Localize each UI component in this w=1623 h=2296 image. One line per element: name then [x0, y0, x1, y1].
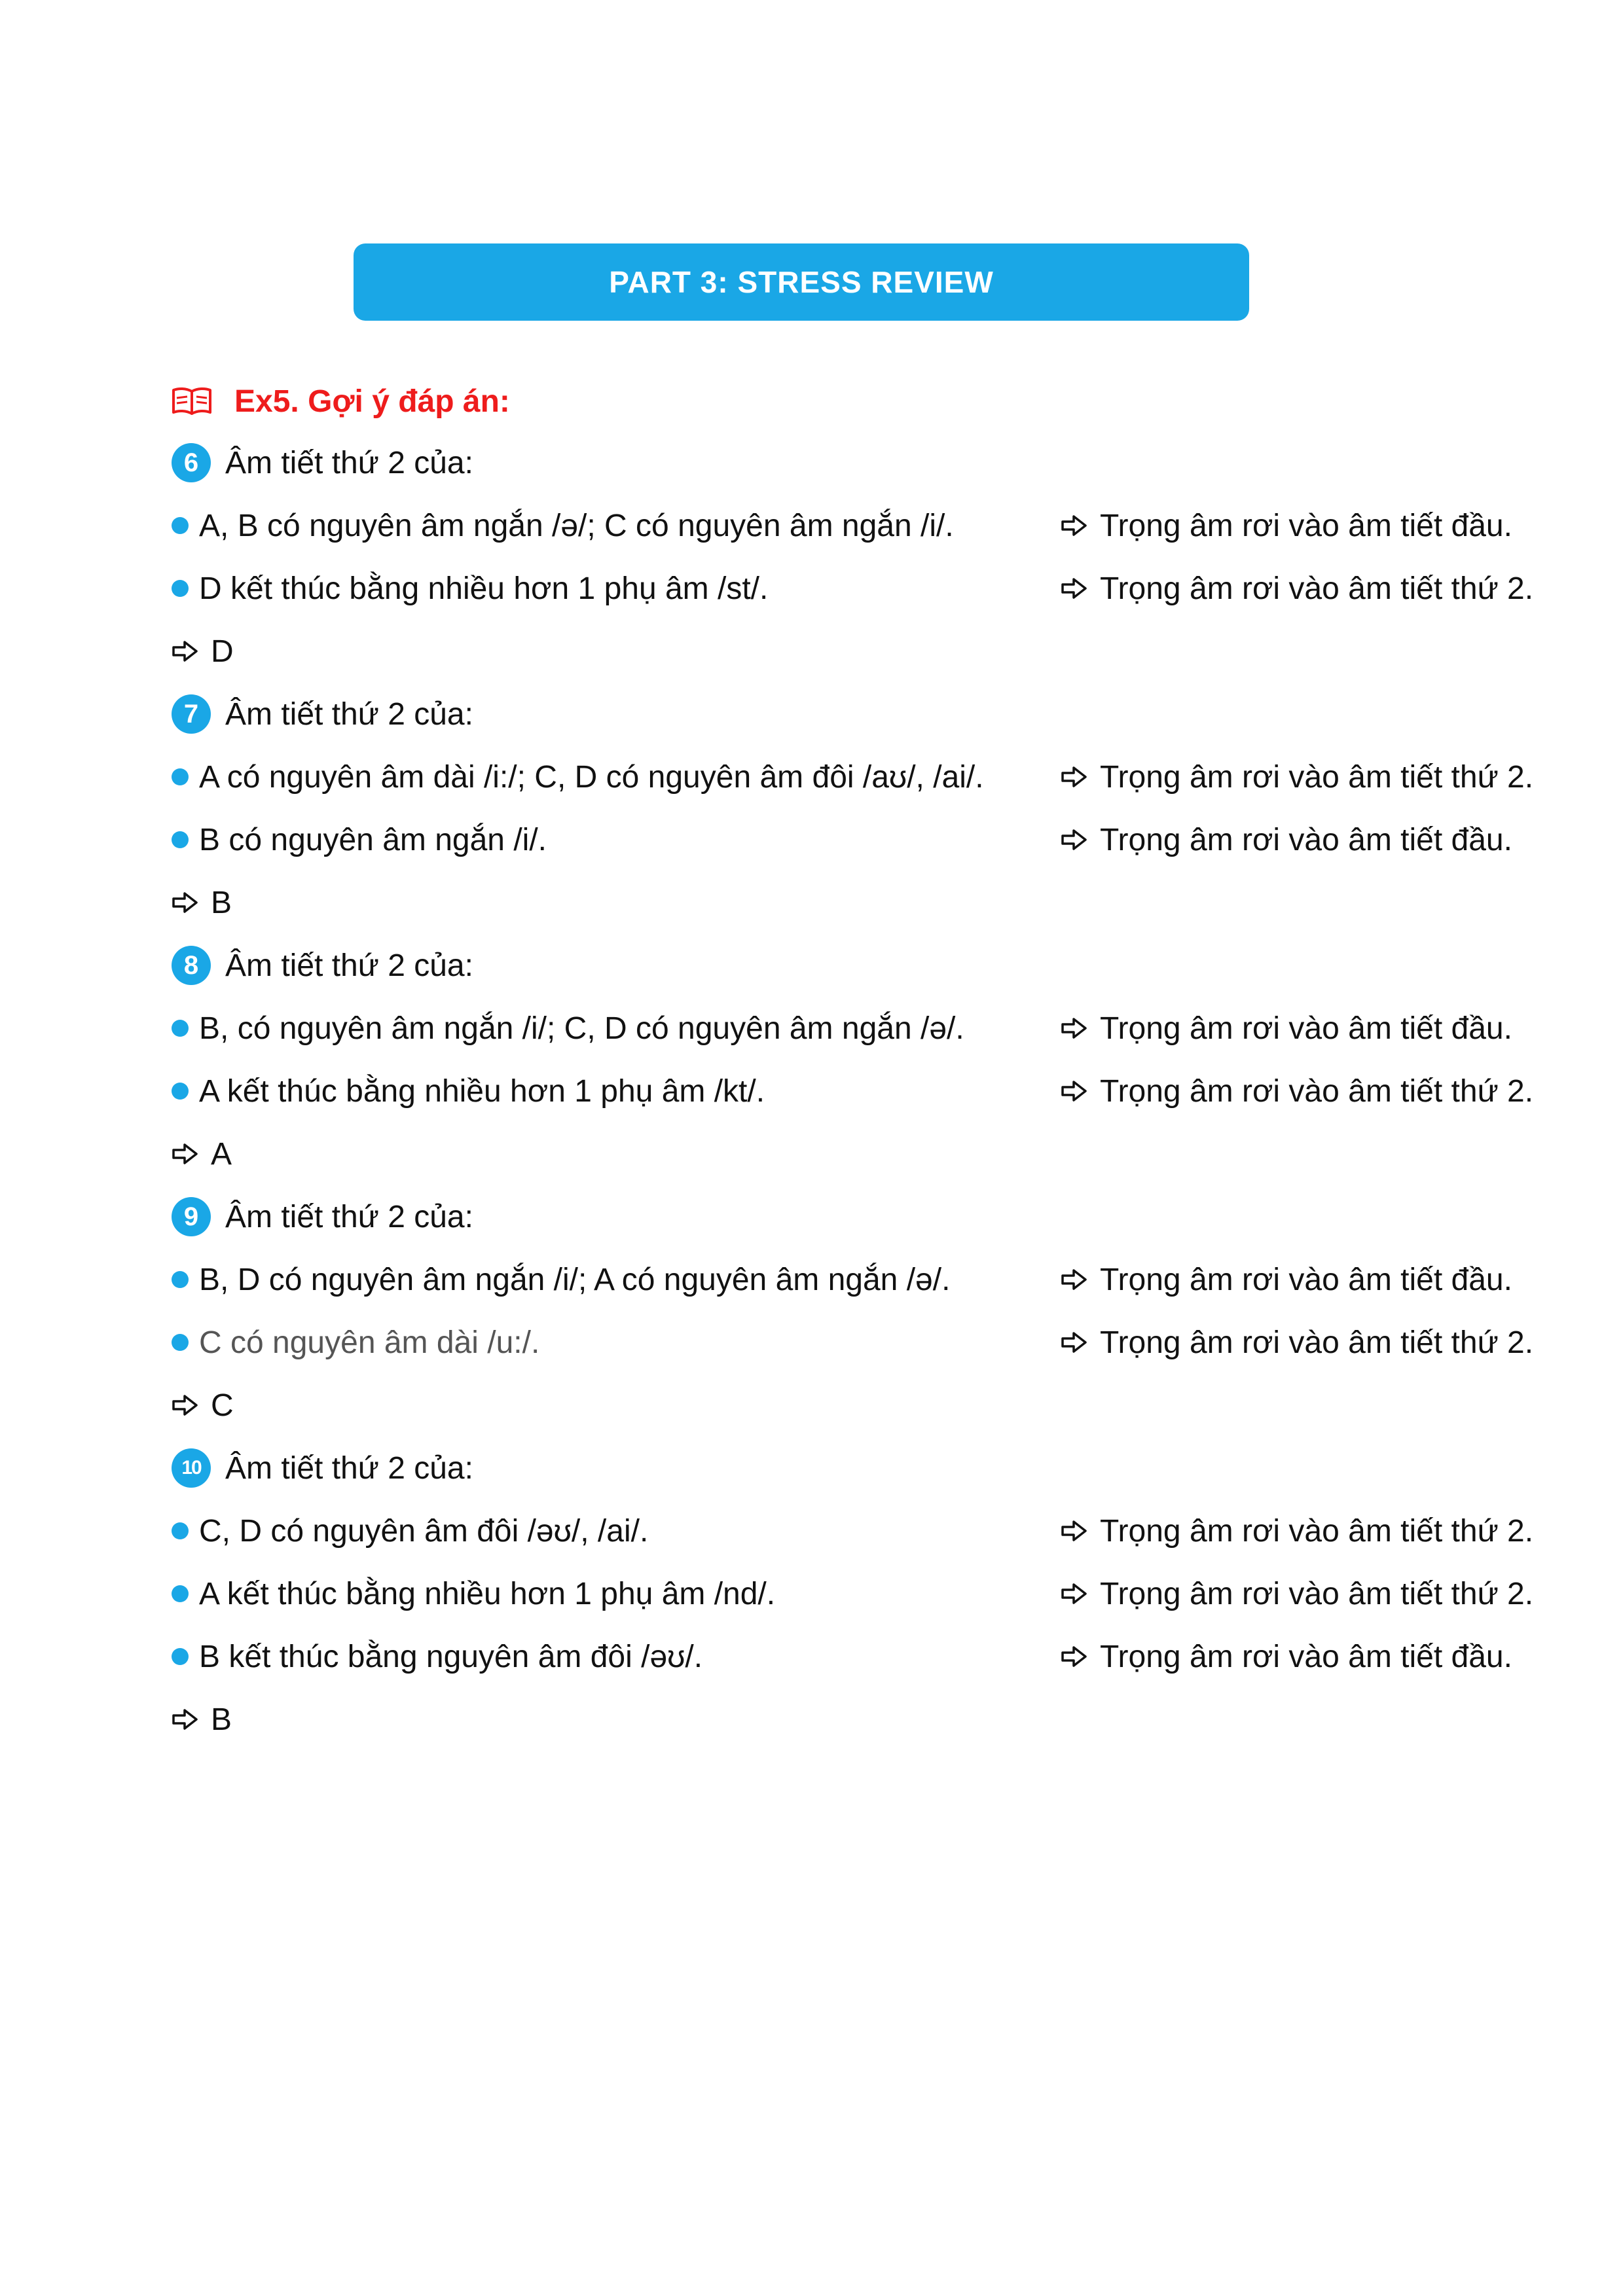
item-text: B kết thúc bằng nguyên âm đôi /əʊ/. [199, 1639, 703, 1674]
arrow-right-icon [1061, 829, 1088, 851]
question-8-answer [172, 1131, 232, 1177]
bullet-icon [172, 831, 189, 848]
bullet-icon [172, 1020, 189, 1037]
item-result [1061, 1508, 1533, 1554]
arrow-right-icon [1061, 1331, 1088, 1354]
bullet-icon [172, 580, 189, 597]
list-item [172, 565, 768, 611]
question-heading-text: Âm tiết thứ 2 của: [225, 1199, 473, 1234]
item-result [1061, 1257, 1512, 1302]
item-text: A, B có nguyên âm ngắn /ə/; C có nguyên âm ngắn /i/. [199, 508, 954, 543]
question-9-heading [172, 1194, 473, 1240]
bullet-icon [172, 1271, 189, 1288]
number-badge: 9 [172, 1197, 211, 1236]
item-result [1061, 1319, 1533, 1365]
result-text: Trọng âm rơi vào âm tiết thứ 2. [1100, 1576, 1534, 1611]
item-text: A kết thúc bằng nhiều hơn 1 phụ âm /kt/. [199, 1073, 765, 1109]
exercise-title-text: Ex5. Gợi ý đáp án: [234, 384, 510, 419]
question-9-answer [172, 1382, 234, 1428]
result-text: Trọng âm rơi vào âm tiết đầu. [1100, 1639, 1512, 1674]
bullet-icon [172, 768, 189, 785]
item-result [1061, 1571, 1533, 1617]
list-item [172, 1005, 964, 1051]
item-result [1061, 1005, 1512, 1051]
item-text: A có nguyên âm dài /i:/; C, D có nguyên âm đôi /aʊ/, /ai/. [199, 759, 984, 795]
bullet-icon [172, 1334, 189, 1351]
list-item [172, 1571, 775, 1617]
arrow-right-icon [172, 891, 199, 914]
number-badge: 8 [172, 946, 211, 985]
bullet-icon [172, 517, 189, 534]
bullet-icon [172, 1083, 189, 1100]
arrow-right-icon [1061, 1520, 1088, 1542]
number-badge: 10 [172, 1448, 211, 1488]
answer-text: B [211, 1702, 232, 1737]
result-text: Trọng âm rơi vào âm tiết đầu. [1100, 1011, 1512, 1046]
list-item [172, 1634, 702, 1679]
number-badge: 7 [172, 694, 211, 734]
arrow-right-icon [172, 1143, 199, 1165]
bullet-icon [172, 1648, 189, 1665]
arrow-right-icon [172, 640, 199, 662]
arrow-right-icon [1061, 514, 1088, 537]
item-text: D kết thúc bằng nhiều hơn 1 phụ âm /st/. [199, 571, 769, 606]
answer-text: C [211, 1388, 234, 1423]
question-8-heading [172, 942, 473, 988]
list-item [172, 1319, 539, 1365]
arrow-right-icon [1061, 1645, 1088, 1668]
result-text: Trọng âm rơi vào âm tiết thứ 2. [1100, 759, 1534, 795]
book-icon [172, 386, 212, 416]
result-text: Trọng âm rơi vào âm tiết thứ 2. [1100, 1513, 1534, 1549]
number-badge: 6 [172, 443, 211, 482]
banner-title: PART 3: STRESS REVIEW [609, 265, 994, 299]
question-heading-text: Âm tiết thứ 2 của: [225, 1450, 473, 1486]
result-text: Trọng âm rơi vào âm tiết thứ 2. [1100, 1073, 1534, 1109]
item-text: B, có nguyên âm ngắn /i/; C, D có nguyên âm ngắn /ə/. [199, 1011, 964, 1046]
bullet-icon [172, 1522, 189, 1539]
question-7-answer [172, 880, 232, 925]
item-result [1061, 817, 1512, 863]
answer-text: A [211, 1136, 232, 1172]
arrow-right-icon [1061, 1017, 1088, 1039]
list-item [172, 1508, 648, 1554]
answer-text: D [211, 634, 234, 669]
question-heading-text: Âm tiết thứ 2 của: [225, 948, 473, 983]
list-item [172, 503, 954, 548]
answer-text: B [211, 885, 232, 920]
item-result [1061, 503, 1512, 548]
item-text: B, D có nguyên âm ngắn /i/; A có nguyên âm ngắn /ə/. [199, 1262, 951, 1297]
list-item [172, 1257, 950, 1302]
item-text: C có nguyên âm dài /u:/. [199, 1325, 540, 1360]
arrow-right-icon [1061, 577, 1088, 600]
list-item [172, 817, 547, 863]
result-text: Trọng âm rơi vào âm tiết đầu. [1100, 1262, 1512, 1297]
arrow-right-icon [1061, 1080, 1088, 1102]
arrow-right-icon [1061, 766, 1088, 788]
arrow-right-icon [1061, 1268, 1088, 1291]
list-item [172, 1068, 765, 1114]
arrow-right-icon [1061, 1583, 1088, 1605]
question-heading-text: Âm tiết thứ 2 của: [225, 696, 473, 732]
exercise-title [172, 378, 510, 424]
question-6-answer [172, 628, 234, 674]
result-text: Trọng âm rơi vào âm tiết đầu. [1100, 822, 1512, 857]
result-text: Trọng âm rơi vào âm tiết đầu. [1100, 508, 1512, 543]
item-result [1061, 1634, 1512, 1679]
question-heading-text: Âm tiết thứ 2 của: [225, 445, 473, 480]
item-result [1061, 1068, 1533, 1114]
item-text: A kết thúc bằng nhiều hơn 1 phụ âm /nd/. [199, 1576, 776, 1611]
arrow-right-icon [172, 1394, 199, 1416]
result-text: Trọng âm rơi vào âm tiết thứ 2. [1100, 1325, 1534, 1360]
arrow-right-icon [172, 1708, 199, 1731]
list-item [172, 754, 984, 800]
item-text: C, D có nguyên âm đôi /əʊ/, /ai/. [199, 1513, 649, 1549]
result-text: Trọng âm rơi vào âm tiết thứ 2. [1100, 571, 1534, 606]
question-6-heading [172, 440, 473, 486]
question-10-answer [172, 1696, 232, 1742]
item-result [1061, 754, 1533, 800]
bullet-icon [172, 1585, 189, 1602]
section-banner [354, 243, 1249, 321]
item-result [1061, 565, 1533, 611]
question-10-heading [172, 1445, 473, 1491]
question-7-heading [172, 691, 473, 737]
item-text: B có nguyên âm ngắn /i/. [199, 822, 547, 857]
